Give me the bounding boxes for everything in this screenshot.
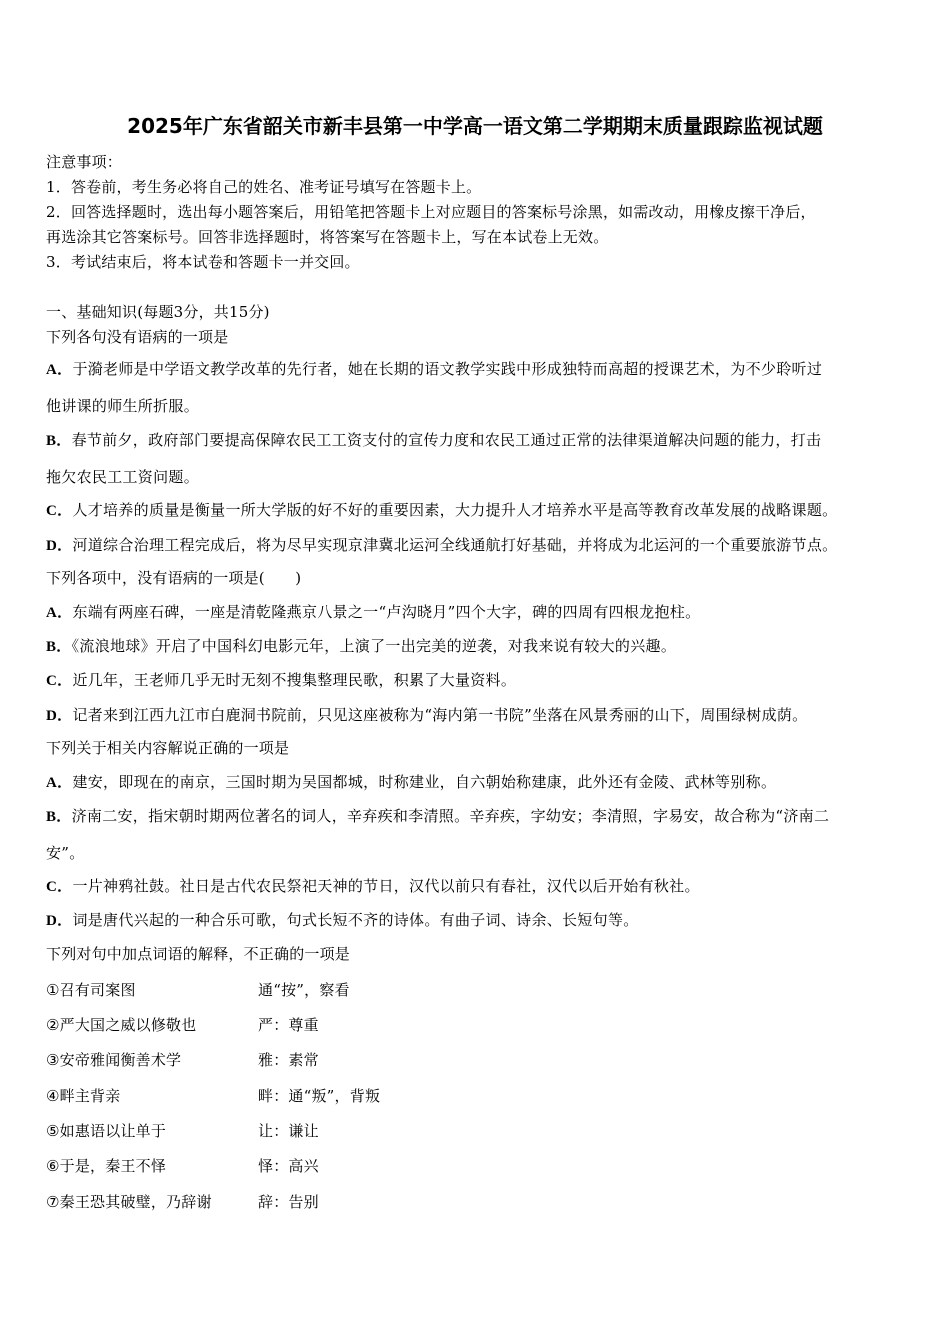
q4-row-explanation: 怿：高兴 [258,1157,319,1175]
term-text: 畔主背亲 [59,1087,121,1105]
q2-option-a [46,602,908,623]
option-label: A． [46,775,73,791]
q1-stem: 下列各句没有语病的一项是 [46,328,229,346]
option-label: D． [46,913,73,929]
q3-option-b [46,806,908,827]
q1-option-a [46,359,908,380]
section-heading: 一、基础知识(每题3分，共15分) [46,303,270,321]
row-number: ⑦ [46,1193,60,1211]
option-label: A． [46,362,73,378]
option-label: B． [46,639,72,655]
option-text: 《流浪地球》开启了中国科幻电影元年，上演了一出完美的逆袭，对我来说有较大的兴趣。 [71,637,677,655]
notice-item-2-cont: 再选涂其它答案标号。回答非选择题时，将答案写在答题卡上，写在本试卷上无效。 [46,228,609,246]
option-label: C． [46,503,73,519]
q4-row-explanation: 让：谦让 [258,1122,319,1140]
notice-item-1: 1．答卷前，考生务必将自己的姓名、准考证号填写在答题卡上。 [46,178,482,196]
option-label: B． [46,809,72,825]
term-text: 召有司案图 [59,981,136,999]
option-text: 春节前夕，政府部门要提高保障农民工工资支付的宣传力度和农民工通过正常的法律渠道解决问题的能力，打击 [71,431,822,449]
option-text: 记者来到江西九江市白鹿洞书院前，只见这座被称为“海内第一书院”坐落在风景秀丽的山下，周围绿树成荫。 [72,706,808,724]
term-text: 安帝雅闻衡善术学 [59,1051,182,1069]
term-text: 如惠语以让单于 [59,1122,167,1140]
q4-row-explanation: 畔：通“叛”，背叛 [258,1087,381,1105]
option-label: D． [46,708,73,724]
q4-row-explanation: 通“按”，察看 [258,981,350,999]
row-number: ① [46,981,60,999]
option-label: C． [46,879,73,895]
q4-row-explanation: 雅：素常 [258,1051,319,1069]
option-text: 济南二安，指宋朝时期两位著名的词人，辛弃疾和李清照。辛弃疾，字幼安；李清照，字易安，故合称为“济南二 [71,807,830,825]
q4-row-term [46,1050,181,1070]
option-text: 词是唐代兴起的一种合乐可歌，句式长短不齐的诗体。有曲子词、诗余、长短句等。 [72,911,639,929]
option-text: 建安，即现在的南京，三国时期为吴国都城，时称建业，自六朝始称建康，此外还有金陵、武林等别称。 [72,773,777,791]
q4-row-term [46,980,136,1000]
q1-option-b-cont: 拖欠农民工工资问题。 [46,468,200,486]
term-text: 严大国之威以修敬也 [59,1016,197,1034]
q3-option-d [46,910,908,931]
option-label: D． [46,538,73,554]
option-text: 近几年，王老师几乎无时无刻不搜集整理民歌，积累了大量资料。 [72,671,517,689]
option-label: C． [46,673,73,689]
q3-option-c [46,876,908,897]
q1-option-d [46,535,908,556]
q3-option-b-cont: 安”。 [46,844,85,862]
exam-title: 2025年广东省韶关市新丰县第一中学高一语文第二学期期末质量跟踪监视试题 [127,114,823,138]
notice-heading: 注意事项： [46,153,123,171]
option-label: B． [46,433,72,449]
row-number: ⑤ [46,1122,60,1140]
q2-option-c [46,670,908,691]
row-number: ② [46,1016,60,1034]
q2-stem: 下列各项中，没有语病的一项是( ) [46,569,302,587]
term-text: 于是，秦王不怿 [59,1157,167,1175]
term-text: 秦王恐其破璧，乃辞谢 [59,1193,212,1211]
q4-stem: 下列对句中加点词语的解释，不正确的一项是 [46,945,351,963]
q2-option-d [46,705,908,726]
q1-option-b [46,430,908,451]
q4-row-explanation: 辞：告别 [258,1193,319,1211]
q1-option-c [46,500,908,521]
q2-option-b [46,636,908,657]
option-text: 于漪老师是中学语文教学改革的先行者，她在长期的语文教学实践中形成独特而高超的授课艺术，为不少聆听过 [72,360,823,378]
row-number: ④ [46,1087,60,1105]
q4-row-term [46,1086,120,1106]
q3-option-a [46,772,908,793]
q4-row-term [46,1015,196,1035]
q1-option-a-cont: 他讲课的师生所折服。 [46,397,200,415]
option-text: 人才培养的质量是衡量一所大学版的好不好的重要因素，大力提升人才培养水平是高等教育改革发展的战略课题。 [72,501,838,519]
option-text: 东端有两座石碑，一座是清乾隆燕京八景之一“卢沟晓月”四个大字，碑的四周有四根龙抱柱。 [72,603,701,621]
option-text: 河道综合治理工程完成后，将为尽早实现京津冀北运河全线通航打好基础，并将成为北运河的一个重要旅游节点。 [72,536,838,554]
q3-stem: 下列关于相关内容解说正确的一项是 [46,739,290,757]
option-label: A． [46,605,73,621]
q4-row-term [46,1156,166,1176]
row-number: ③ [46,1051,60,1069]
row-number: ⑥ [46,1157,60,1175]
notice-item-3: 3．考试结束后，将本试卷和答题卡一并交回。 [46,253,360,271]
notice-item-2: 2．回答选择题时，选出每小题答案后，用铅笔把答题卡上对应题目的答案标号涂黑，如需改动，用橡皮擦干净后， [46,203,816,221]
q4-row-term [46,1121,166,1141]
q4-row-term [46,1192,212,1212]
q4-row-explanation: 严：尊重 [258,1016,319,1034]
option-text: 一片神鸦社鼓。社日是古代农民祭祀天神的节日，汉代以前只有春社，汉代以后开始有秋社。 [72,877,700,895]
